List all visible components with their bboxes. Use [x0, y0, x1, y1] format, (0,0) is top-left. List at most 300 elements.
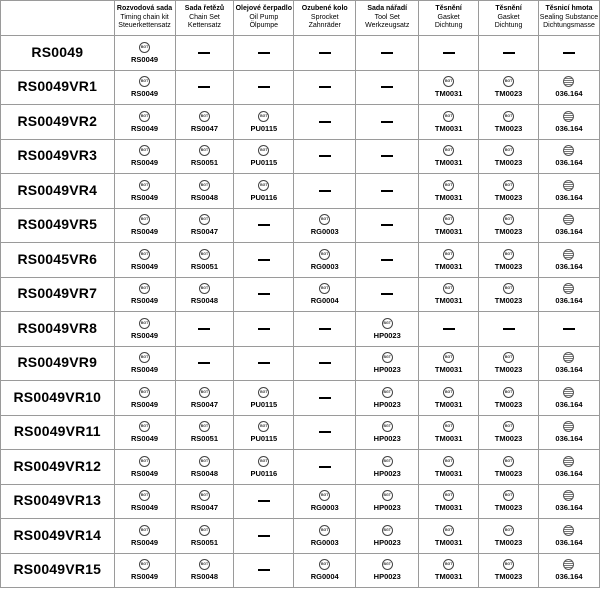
- model-name: RS0045VR6: [17, 250, 98, 267]
- part-code: RS0049: [131, 434, 159, 444]
- part-cell: [114, 174, 175, 209]
- column-header: [114, 1, 175, 36]
- part-cell: [294, 381, 356, 416]
- part-code: TM0031: [434, 434, 463, 444]
- model-name: RS0049VR7: [17, 285, 98, 302]
- model-name: RS0049VR4: [17, 181, 98, 198]
- not-included-dash: [319, 86, 331, 88]
- part-entry: [539, 283, 599, 305]
- part-entry: [419, 352, 478, 374]
- model-name: RS0049VR3: [17, 147, 98, 164]
- part-cell: [538, 450, 599, 485]
- part-cell: [175, 484, 234, 519]
- part-code: 036.164: [555, 399, 583, 409]
- brand-badge-icon: BGT: [503, 387, 514, 398]
- part-entry: [539, 76, 599, 98]
- part-entry: [419, 283, 478, 305]
- part-code: HP0023: [373, 434, 401, 444]
- not-included-dash: [198, 328, 210, 330]
- part-entry: [479, 352, 538, 374]
- part-entry: [539, 214, 599, 236]
- part-cell: [538, 484, 599, 519]
- part-cell: [114, 381, 175, 416]
- model-cell: [1, 277, 115, 312]
- not-included-dash: [258, 224, 270, 226]
- part-cell: [114, 277, 175, 312]
- part-code: RS0049: [131, 365, 159, 375]
- part-entry: [479, 559, 538, 581]
- brand-badge-icon: BGT: [319, 490, 330, 501]
- part-code: RS0049: [131, 261, 159, 271]
- part-code: TM0031: [434, 123, 463, 133]
- model-name: RS0049VR9: [17, 354, 98, 371]
- part-code: RS0047: [190, 503, 218, 513]
- part-code: RG0004: [310, 296, 339, 306]
- table-row: [1, 70, 600, 105]
- model-name: RS0049VR11: [13, 423, 101, 440]
- model-name: RS0049VR12: [13, 457, 102, 474]
- part-entry: [176, 421, 234, 443]
- part-entry: [176, 559, 234, 581]
- part-cell: [175, 277, 234, 312]
- part-cell: [175, 381, 234, 416]
- part-entry: [115, 421, 175, 443]
- table-row: [1, 450, 600, 485]
- part-entry: [419, 111, 478, 133]
- part-code: RS0049: [131, 503, 159, 513]
- not-included-dash: [258, 328, 270, 330]
- part-entry: [294, 249, 355, 271]
- part-cell: [538, 243, 599, 278]
- sealant-icon: [563, 249, 574, 260]
- column-header: [538, 1, 599, 36]
- part-cell: [479, 346, 539, 381]
- part-cell: [419, 484, 479, 519]
- brand-badge-icon: BGT: [382, 318, 393, 329]
- brand-badge-icon: BGT: [258, 145, 269, 156]
- part-code: TM0031: [434, 227, 463, 237]
- column-header: [356, 1, 419, 36]
- column-header-line: Gasket: [437, 13, 460, 21]
- table-row: [1, 415, 600, 450]
- part-entry: [419, 490, 478, 512]
- part-cell: [234, 277, 294, 312]
- part-cell: [114, 484, 175, 519]
- not-included-dash: [258, 500, 270, 502]
- model-cell: [1, 208, 115, 243]
- not-included-dash: [503, 328, 515, 330]
- part-entry: [419, 249, 478, 271]
- not-included-dash: [563, 52, 575, 54]
- column-header-line: Sprocket: [310, 13, 339, 21]
- part-cell: [419, 243, 479, 278]
- part-entry: [419, 214, 478, 236]
- part-cell: [294, 312, 356, 347]
- part-cell: [356, 277, 419, 312]
- sealant-icon: [563, 525, 574, 536]
- part-cell: [538, 381, 599, 416]
- part-entry: [176, 180, 234, 202]
- part-entry: [294, 283, 355, 305]
- column-header-line: Dichtung: [434, 22, 463, 30]
- column-header-line: Sada nářadí: [367, 5, 408, 13]
- model-cell: [1, 70, 115, 105]
- part-entry: [115, 111, 175, 133]
- part-cell: [175, 36, 234, 71]
- part-cell: [294, 70, 356, 105]
- part-cell: [114, 346, 175, 381]
- part-cell: [294, 519, 356, 554]
- part-entry: [234, 111, 293, 133]
- column-header-line: Ozubené kolo: [301, 5, 348, 13]
- model-cell: [1, 450, 115, 485]
- not-included-dash: [319, 328, 331, 330]
- part-cell: [294, 139, 356, 174]
- table-header: [1, 1, 600, 36]
- part-cell: [419, 415, 479, 450]
- part-cell: [234, 484, 294, 519]
- part-code: TM0031: [434, 399, 463, 409]
- part-cell: [234, 243, 294, 278]
- part-entry: [479, 456, 538, 478]
- brand-badge-icon: BGT: [382, 421, 393, 432]
- not-included-dash: [503, 52, 515, 54]
- part-entry: [356, 387, 418, 409]
- table-row: [1, 243, 600, 278]
- part-cell: [538, 208, 599, 243]
- brand-badge-icon: BGT: [199, 249, 210, 260]
- part-code: RS0049: [131, 399, 159, 409]
- not-included-dash: [319, 52, 331, 54]
- brand-badge-icon: BGT: [199, 456, 210, 467]
- not-included-dash: [198, 362, 210, 364]
- part-cell: [175, 450, 234, 485]
- part-entry: [356, 318, 418, 340]
- brand-badge-icon: BGT: [443, 249, 454, 260]
- part-entry: [419, 180, 478, 202]
- part-entry: [479, 249, 538, 271]
- not-included-dash: [258, 259, 270, 261]
- part-cell: [419, 139, 479, 174]
- part-entry: [479, 180, 538, 202]
- brand-badge-icon: BGT: [139, 76, 150, 87]
- column-header: [175, 1, 234, 36]
- part-code: 036.164: [555, 158, 583, 168]
- part-cell: [294, 105, 356, 140]
- brand-badge-icon: BGT: [443, 559, 454, 570]
- part-entry: [115, 76, 175, 98]
- column-header: [479, 1, 539, 36]
- part-entry: [115, 42, 175, 64]
- brand-badge-icon: BGT: [139, 421, 150, 432]
- part-code: HP0023: [373, 468, 401, 478]
- part-cell: [356, 346, 419, 381]
- part-code: RS0048: [190, 192, 218, 202]
- part-cell: [234, 70, 294, 105]
- part-code: RS0047: [190, 227, 218, 237]
- part-cell: [294, 484, 356, 519]
- part-code: TM0023: [494, 227, 523, 237]
- part-cell: [175, 139, 234, 174]
- part-cell: [234, 174, 294, 209]
- not-included-dash: [198, 52, 210, 54]
- column-header-line: Dichtung: [494, 22, 523, 30]
- model-name: RS0049VR15: [13, 561, 102, 578]
- part-cell: [175, 208, 234, 243]
- column-header-line: Rozvodová sada: [116, 5, 173, 13]
- part-cell: [419, 519, 479, 554]
- part-code: RS0049: [131, 158, 159, 168]
- not-included-dash: [319, 155, 331, 157]
- part-cell: [419, 553, 479, 588]
- part-cell: [356, 243, 419, 278]
- brand-badge-icon: BGT: [503, 249, 514, 260]
- part-entry: [539, 387, 599, 409]
- part-cell: [419, 208, 479, 243]
- part-cell: [234, 553, 294, 588]
- column-header-line: Ölpumpe: [249, 22, 279, 30]
- part-cell: [175, 312, 234, 347]
- brand-badge-icon: BGT: [443, 421, 454, 432]
- part-code: HP0023: [373, 537, 401, 547]
- part-cell: [356, 139, 419, 174]
- column-header-line: Zahnräder: [308, 22, 341, 30]
- table-row: [1, 208, 600, 243]
- brand-badge-icon: BGT: [443, 111, 454, 122]
- part-code: RS0048: [190, 468, 218, 478]
- not-included-dash: [381, 155, 393, 157]
- part-code: 036.164: [555, 89, 583, 99]
- part-code: TM0023: [494, 572, 523, 582]
- brand-badge-icon: BGT: [443, 490, 454, 501]
- table-row: [1, 312, 600, 347]
- part-cell: [419, 450, 479, 485]
- part-entry: [419, 145, 478, 167]
- part-entry: [176, 490, 234, 512]
- part-entry: [356, 352, 418, 374]
- model-cell: [1, 174, 115, 209]
- header-row: [1, 1, 600, 36]
- brand-badge-icon: BGT: [258, 111, 269, 122]
- part-code: HP0023: [373, 365, 401, 375]
- part-cell: [479, 381, 539, 416]
- model-cell: [1, 519, 115, 554]
- part-cell: [419, 312, 479, 347]
- part-entry: [115, 490, 175, 512]
- part-cell: [419, 70, 479, 105]
- part-cell: [538, 519, 599, 554]
- part-cell: [479, 243, 539, 278]
- brand-badge-icon: BGT: [199, 559, 210, 570]
- part-entry: [294, 559, 355, 581]
- not-included-dash: [258, 569, 270, 571]
- brand-badge-icon: BGT: [503, 490, 514, 501]
- part-code: PU0115: [250, 123, 278, 133]
- column-header-line: Těsnicí hmota: [545, 5, 593, 13]
- part-code: TM0023: [494, 537, 523, 547]
- part-code: RG0003: [310, 261, 339, 271]
- part-entry: [539, 525, 599, 547]
- not-included-dash: [258, 535, 270, 537]
- part-entry: [479, 490, 538, 512]
- part-entry: [234, 456, 293, 478]
- part-entry: [419, 76, 478, 98]
- part-cell: [114, 415, 175, 450]
- part-code: RG0003: [310, 503, 339, 513]
- sealant-icon: [563, 456, 574, 467]
- table-row: [1, 174, 600, 209]
- part-entry: [176, 145, 234, 167]
- brand-badge-icon: BGT: [443, 387, 454, 398]
- part-cell: [419, 174, 479, 209]
- part-entry: [479, 387, 538, 409]
- brand-badge-icon: BGT: [258, 421, 269, 432]
- part-code: RS0049: [131, 192, 159, 202]
- part-cell: [356, 312, 419, 347]
- not-included-dash: [381, 190, 393, 192]
- brand-badge-icon: BGT: [139, 180, 150, 191]
- brand-badge-icon: BGT: [382, 525, 393, 536]
- part-cell: [538, 174, 599, 209]
- part-cell: [479, 553, 539, 588]
- not-included-dash: [198, 86, 210, 88]
- model-name: RS0049VR13: [13, 492, 102, 509]
- model-cell: [1, 243, 115, 278]
- part-cell: [234, 381, 294, 416]
- sealant-icon: [563, 145, 574, 156]
- sealant-icon: [563, 214, 574, 225]
- part-code: TM0023: [494, 296, 523, 306]
- part-cell: [294, 208, 356, 243]
- part-entry: [115, 180, 175, 202]
- part-code: TM0031: [434, 261, 463, 271]
- not-included-dash: [258, 86, 270, 88]
- part-entry: [356, 525, 418, 547]
- part-cell: [538, 36, 599, 71]
- part-code: RS0051: [190, 261, 218, 271]
- part-code: 036.164: [555, 192, 583, 202]
- part-entry: [479, 111, 538, 133]
- part-cell: [356, 105, 419, 140]
- part-code: RS0049: [131, 296, 159, 306]
- brand-badge-icon: BGT: [382, 352, 393, 363]
- part-entry: [539, 111, 599, 133]
- column-header-line: Dichtungsmasse: [543, 22, 595, 30]
- brand-badge-icon: BGT: [139, 352, 150, 363]
- part-cell: [538, 415, 599, 450]
- part-cell: [479, 70, 539, 105]
- part-cell: [234, 346, 294, 381]
- part-code: 036.164: [555, 572, 583, 582]
- part-entry: [115, 249, 175, 271]
- part-cell: [419, 381, 479, 416]
- not-included-dash: [381, 224, 393, 226]
- part-cell: [479, 105, 539, 140]
- not-included-dash: [319, 121, 331, 123]
- part-entry: [176, 456, 234, 478]
- part-cell: [479, 277, 539, 312]
- part-cell: [175, 174, 234, 209]
- part-entry: [176, 283, 234, 305]
- part-code: 036.164: [555, 503, 583, 513]
- part-entry: [539, 249, 599, 271]
- part-cell: [294, 277, 356, 312]
- part-code: RS0049: [131, 89, 159, 99]
- part-entry: [479, 76, 538, 98]
- part-code: TM0031: [434, 158, 463, 168]
- model-name: RS0049: [31, 43, 84, 60]
- part-cell: [175, 553, 234, 588]
- part-entry: [539, 145, 599, 167]
- part-code: 036.164: [555, 261, 583, 271]
- brand-badge-icon: BGT: [139, 559, 150, 570]
- brand-badge-icon: BGT: [382, 490, 393, 501]
- not-included-dash: [443, 52, 455, 54]
- not-included-dash: [258, 362, 270, 364]
- brand-badge-icon: BGT: [319, 559, 330, 570]
- part-code: TM0023: [494, 365, 523, 375]
- part-cell: [356, 450, 419, 485]
- part-cell: [479, 450, 539, 485]
- table-row: [1, 381, 600, 416]
- part-code: TM0023: [494, 192, 523, 202]
- not-included-dash: [381, 259, 393, 261]
- brand-badge-icon: BGT: [139, 387, 150, 398]
- part-code: PU0115: [250, 434, 278, 444]
- brand-badge-icon: BGT: [258, 387, 269, 398]
- part-code: HP0023: [373, 572, 401, 582]
- part-cell: [175, 415, 234, 450]
- brand-badge-icon: BGT: [199, 387, 210, 398]
- brand-badge-icon: BGT: [382, 387, 393, 398]
- brand-badge-icon: BGT: [199, 111, 210, 122]
- part-cell: [479, 415, 539, 450]
- part-cell: [114, 139, 175, 174]
- brand-badge-icon: BGT: [503, 76, 514, 87]
- part-code: RS0049: [131, 54, 159, 64]
- part-code: TM0023: [494, 468, 523, 478]
- part-code: TM0023: [494, 399, 523, 409]
- not-included-dash: [381, 121, 393, 123]
- brand-badge-icon: BGT: [139, 111, 150, 122]
- part-cell: [479, 36, 539, 71]
- part-code: 036.164: [555, 365, 583, 375]
- sealant-icon: [563, 76, 574, 87]
- part-cell: [114, 36, 175, 71]
- part-cell: [538, 139, 599, 174]
- part-entry: [234, 421, 293, 443]
- part-entry: [115, 283, 175, 305]
- part-cell: [356, 174, 419, 209]
- part-code: TM0031: [434, 89, 463, 99]
- brand-badge-icon: BGT: [199, 490, 210, 501]
- model-cell: [1, 484, 115, 519]
- column-header-line: Těsnění: [495, 5, 522, 13]
- part-entry: [115, 559, 175, 581]
- brand-badge-icon: BGT: [382, 559, 393, 570]
- not-included-dash: [381, 52, 393, 54]
- part-code: TM0023: [494, 261, 523, 271]
- brand-badge-icon: BGT: [443, 283, 454, 294]
- part-code: RS0049: [131, 537, 159, 547]
- part-code: RS0047: [190, 399, 218, 409]
- part-cell: [294, 415, 356, 450]
- model-cell: [1, 553, 115, 588]
- part-cell: [114, 553, 175, 588]
- part-code: HP0023: [373, 399, 401, 409]
- not-included-dash: [381, 86, 393, 88]
- part-code: TM0023: [494, 158, 523, 168]
